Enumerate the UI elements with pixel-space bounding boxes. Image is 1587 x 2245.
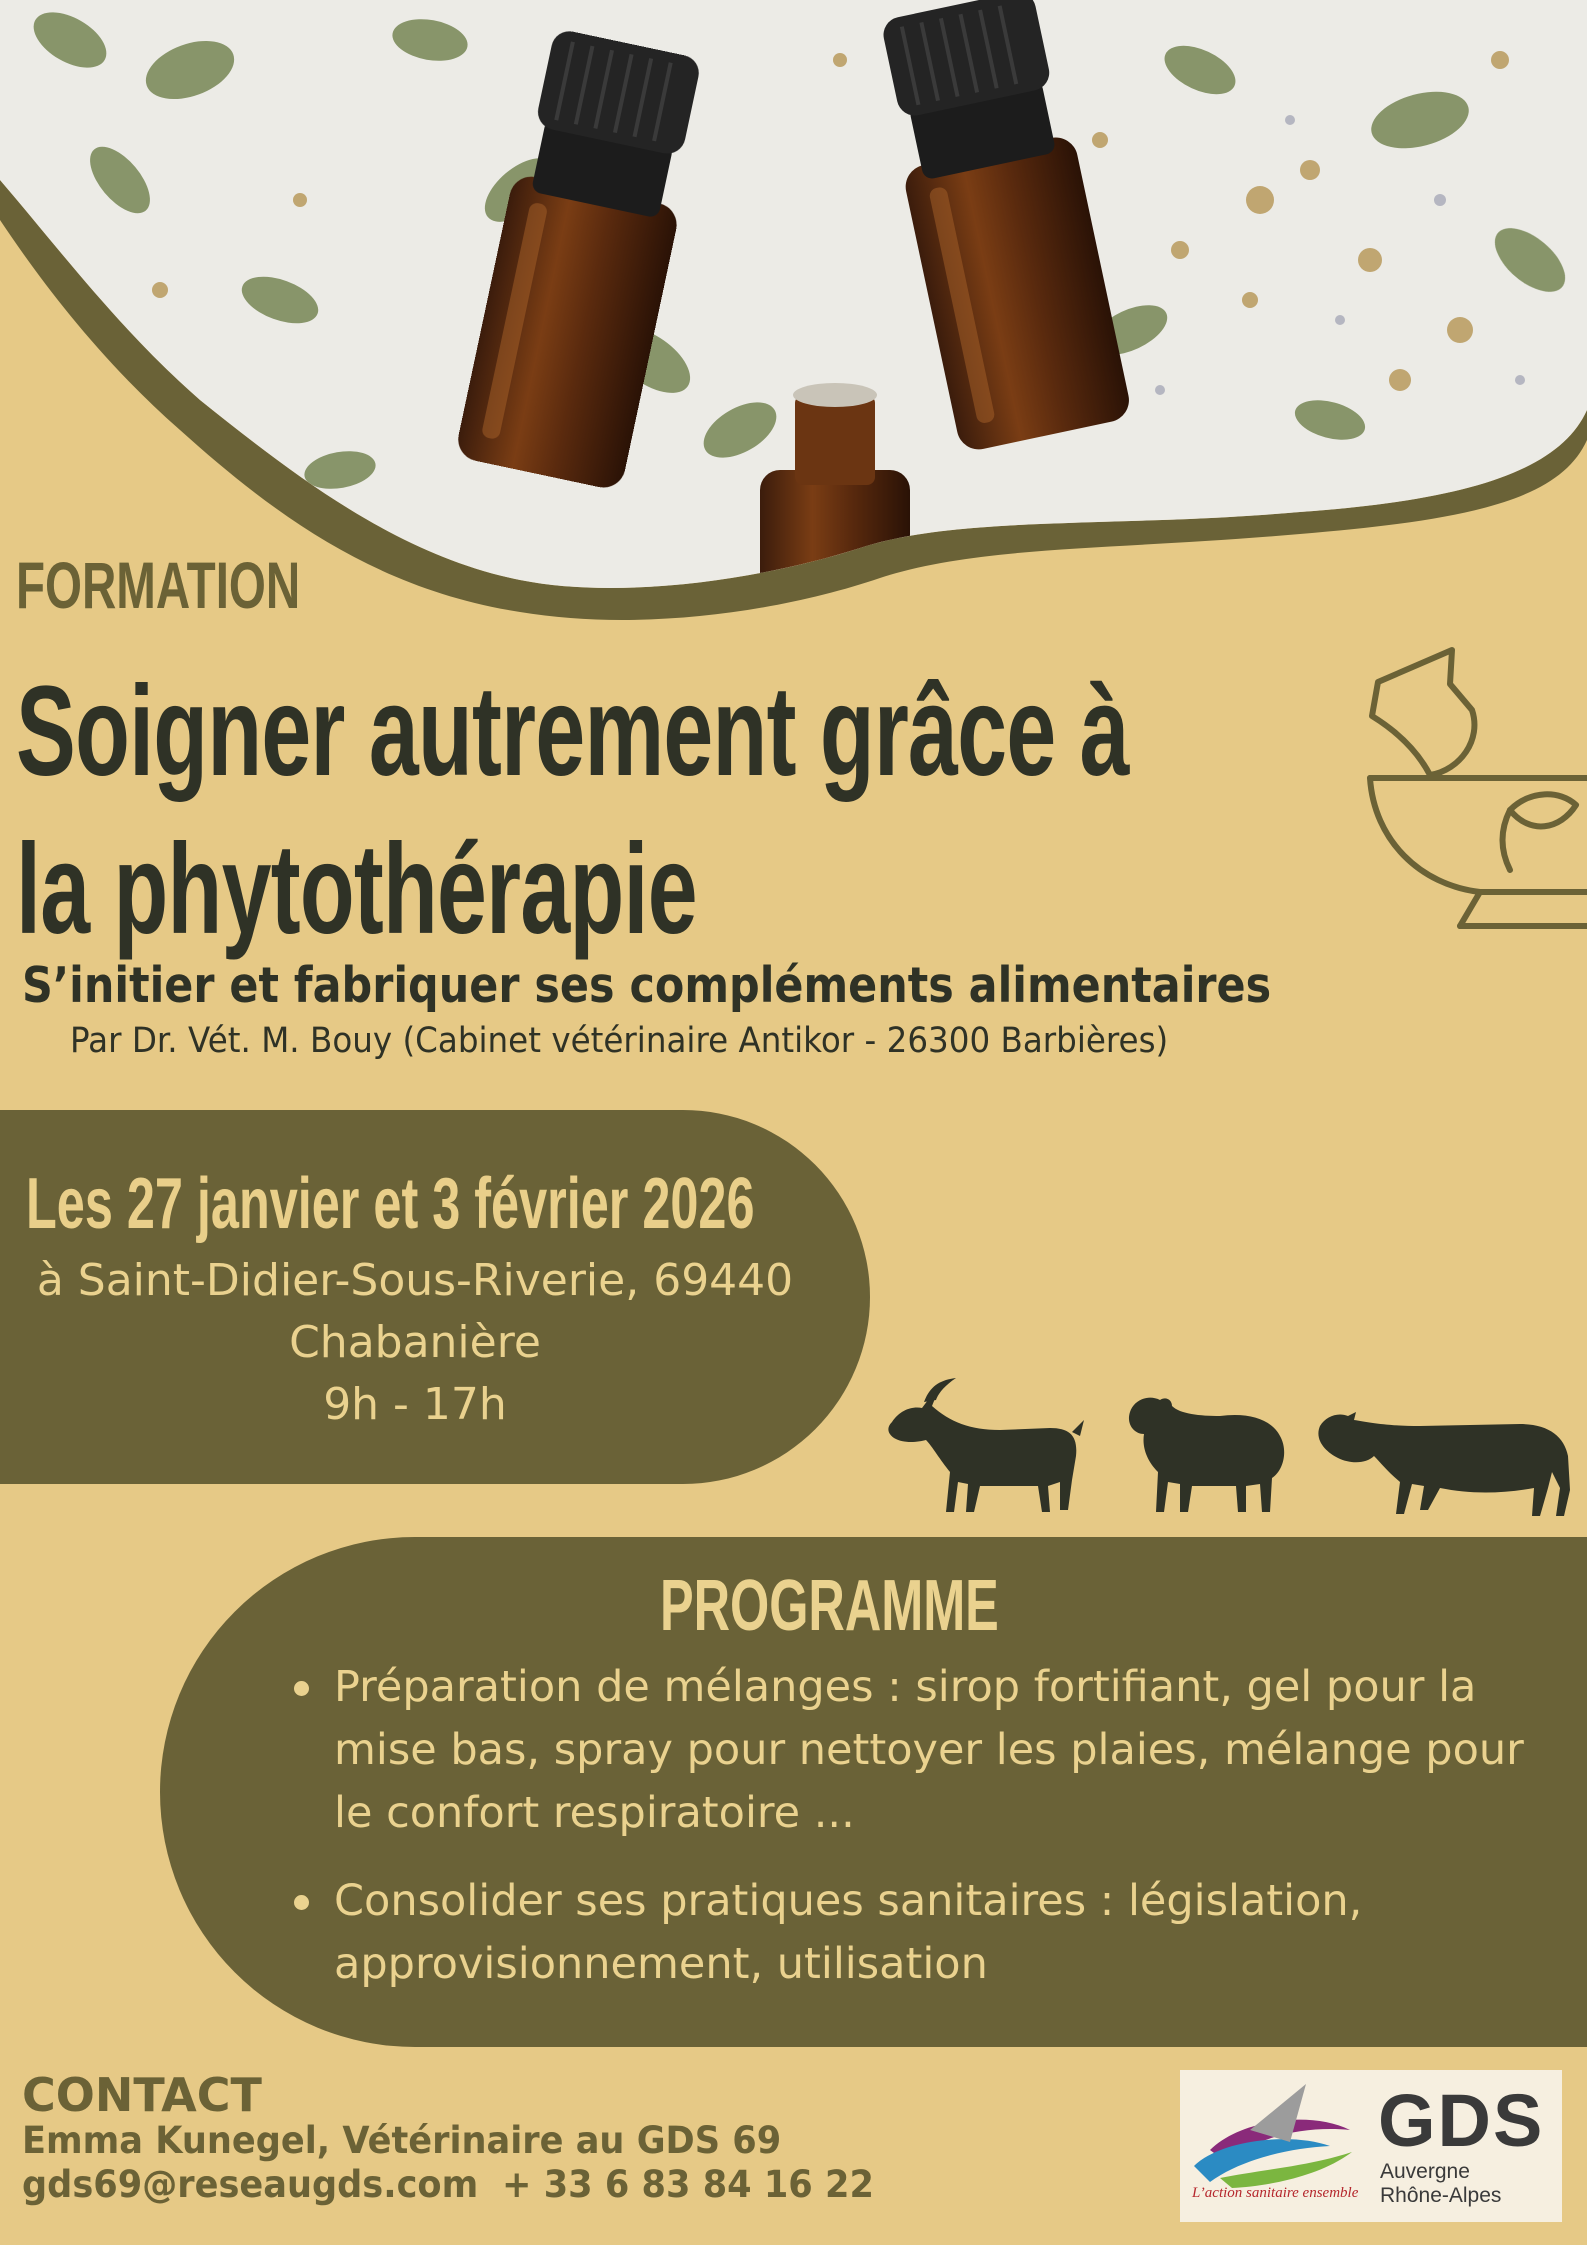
gds-region-line-1: Auvergne — [1380, 2160, 1470, 2183]
bullet-icon — [294, 1681, 309, 1696]
hero-photo — [0, 0, 1587, 640]
session-location-line-1: à Saint-Didier-Sous-Riverie, 69440 — [36, 1255, 794, 1306]
gds-region-line-2: Rhône-Alpes — [1380, 2184, 1502, 2207]
presenter-line: Par Dr. Vét. M. Bouy (Cabinet vétérinaire Antikor - 26300 Barbières) — [70, 1021, 1169, 1061]
sheep-icon — [1129, 1398, 1284, 1512]
list-item — [290, 1870, 1570, 1996]
page-title-line-2: la phytothérapie — [16, 818, 697, 961]
programme-list — [290, 1656, 1570, 2021]
session-dates: Les 27 janvier et 3 février 2026 — [26, 1164, 755, 1244]
bullet-icon — [294, 1895, 309, 1910]
contact-phone[interactable]: + 33 6 83 84 16 22 — [502, 2163, 874, 2206]
cow-icon — [1318, 1412, 1570, 1516]
list-item — [290, 1656, 1570, 1845]
contact-email[interactable]: gds69@reseaugds.com — [22, 2163, 479, 2206]
programme-item-text: Consolider ses pratiques sanitaires : législation, approvisionnement, utilisation — [334, 1876, 1363, 1989]
programme-heading: PROGRAMME — [660, 1566, 999, 1646]
mortar-pestle-icon — [1350, 640, 1587, 940]
session-location-line-2: Chabanière — [289, 1317, 541, 1368]
contact-name: Emma Kunegel, Vétérinaire au GDS 69 — [22, 2119, 782, 2162]
programme-item-text: Préparation de mélanges : sirop fortifiant, gel pour la mise bas, spray pour nettoyer les plaies, mélange pour le confort respiratoire ... — [334, 1662, 1524, 1838]
formation-label: FORMATION — [16, 548, 301, 622]
page-title-line-1: Soigner autrement grâce à — [16, 660, 1129, 803]
gds-tagline: L’action sanitaire ensemble — [1192, 2185, 1359, 2201]
contact-heading: CONTACT — [22, 2068, 262, 2122]
goat-icon — [888, 1378, 1084, 1512]
gds-wordmark: GDS — [1378, 2079, 1545, 2162]
session-hours: 9h - 17h — [323, 1379, 507, 1430]
gds-logo — [1180, 2070, 1562, 2222]
subtitle: S’initier et fabriquer ses compléments alimentaires — [22, 957, 1272, 1014]
livestock-silhouettes — [880, 1360, 1587, 1550]
